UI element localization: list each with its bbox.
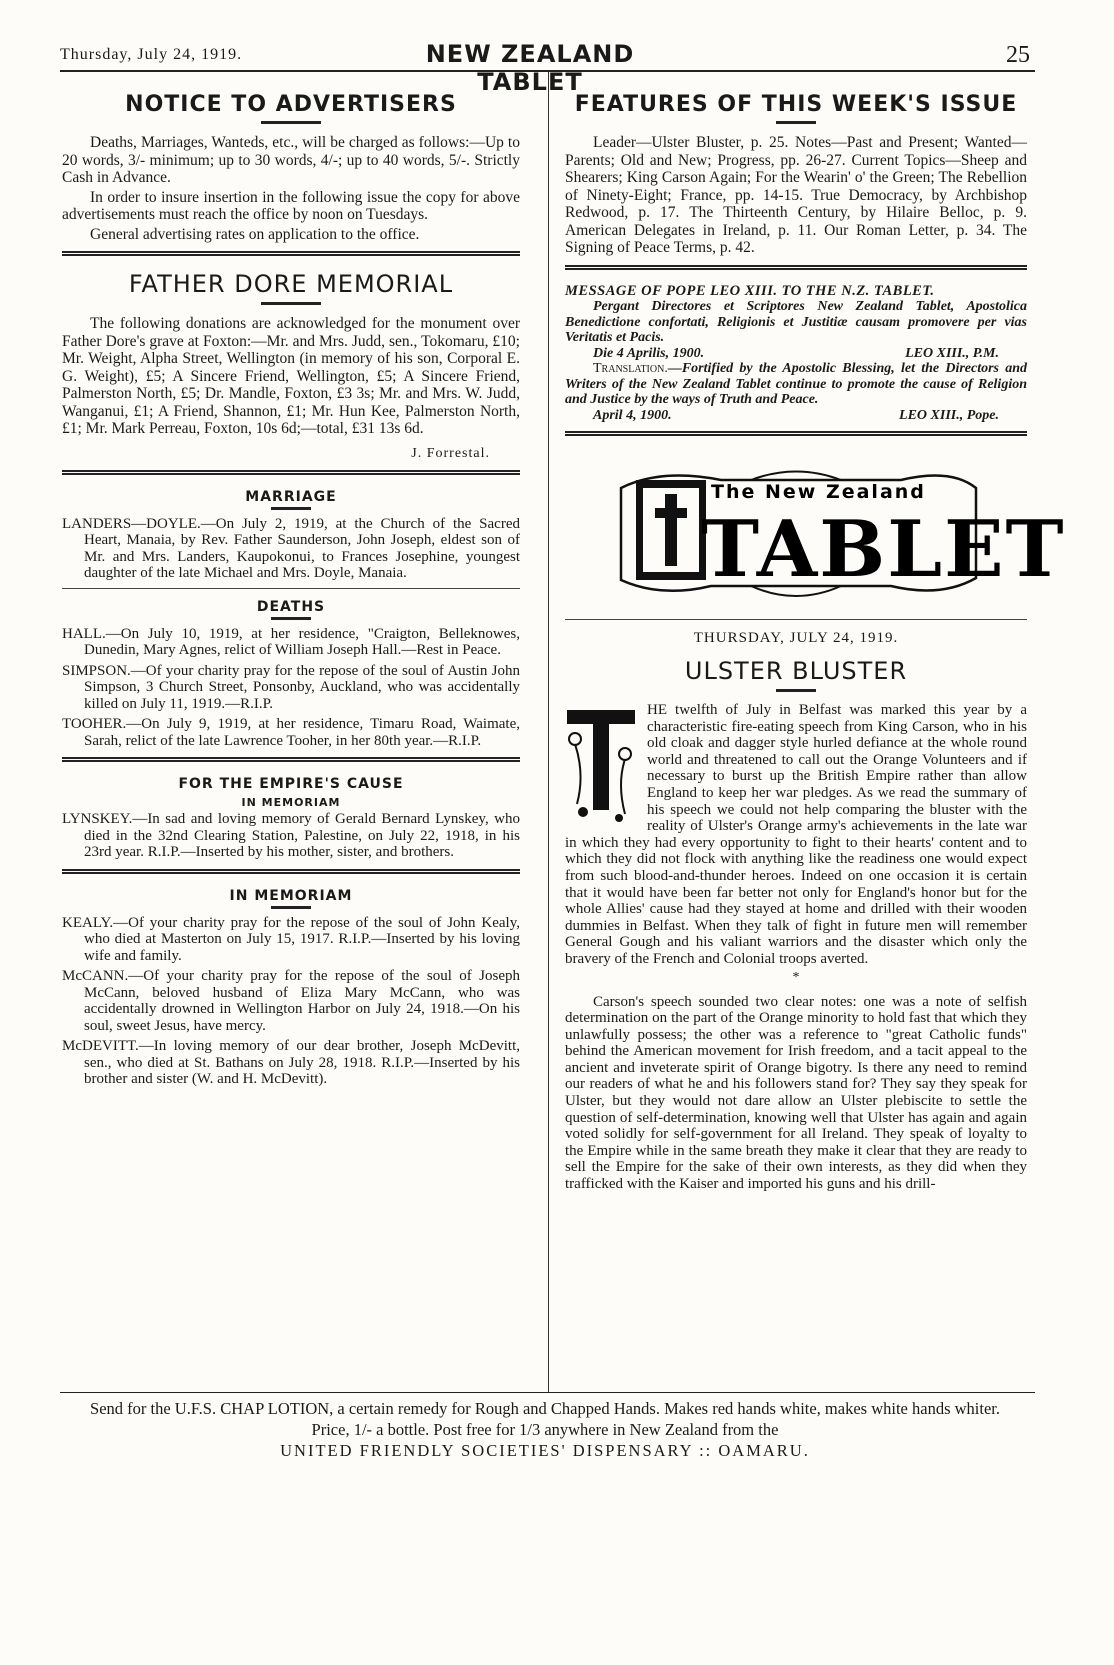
- dropcap-t-ornament: [565, 704, 637, 824]
- footer-rule: [60, 1392, 1035, 1393]
- empire-entry: LYNSKEY.—In sad and loving memory of Gerald Bernard Lynskey, who died in the 32nd Clearing Station, Palestine, on July 22, 1918, in his 23rd year. R.I.P.—Inserted by his mother, sister, and brothers.: [62, 811, 520, 860]
- marriage-title: MARRIAGE: [245, 488, 337, 505]
- section-rule: [62, 869, 520, 874]
- page-header: [60, 40, 1030, 96]
- message-english-dateline: [565, 408, 1027, 424]
- death-entry: SIMPSON.—Of your charity pray for the repose of the soul of Austin John Simpson, 3 Church Street, Ponsonby, Auckland, who was accidentally killed on July 11, 1919.—R.I.P.: [62, 662, 520, 712]
- memoriam-entry: McCANN.—Of your charity pray for the repose of the soul of Joseph McCann, beloved husband of Eliza Mary McCann, who was accidentally drowned in Wellington Harbor on July 24, 1918.—On his soul, sweet Jesus, have mercy.: [62, 968, 520, 1034]
- pope-message: [565, 284, 1027, 424]
- masthead-logo: [601, 458, 1066, 613]
- section-rule: [565, 265, 1027, 270]
- leader-separator: *: [792, 969, 800, 985]
- memorial-signature: J. Forrestal.: [411, 445, 490, 461]
- message-translation: [565, 361, 1027, 408]
- ornament-dash: [271, 906, 311, 909]
- footer-advertisement: [80, 1398, 1010, 1461]
- ornament-dash: [271, 617, 311, 620]
- column-divider: [548, 72, 549, 1392]
- header-title: NEW ZEALAND TABLET: [425, 40, 635, 96]
- right-column: [565, 88, 1066, 1195]
- empire-title: FOR THE EMPIRE'S CAUSE: [178, 776, 404, 792]
- ornament-dash: [776, 689, 816, 692]
- translation-label: Translation.: [593, 361, 668, 376]
- notice-paragraph: Deaths, Marriages, Wanteds, etc., will be charged as follows:—Up to 20 words, 3/- minimum; up to 30 words, 4/-; up to 40 words, 5/-. Strictly Cash in Advance.: [62, 134, 520, 186]
- message-latin: Pergant Directores et Scriptores New Zealand Tablet, Apostolica Benedictione confortati, Religionis et Justitiæ causam promovere per vias Veritatis et Pacis.: [565, 299, 1027, 345]
- page-number: 25: [1006, 42, 1030, 68]
- memoriam-entry: McDEVITT.—In loving memory of our dear brother, Joseph McDevitt, sen., who died at St. Bathans on July 28, 1918. R.I.P.—Inserted by his brother and sister (W. and H. McDevitt).: [62, 1038, 520, 1087]
- notice-paragraph: In order to insure insertion in the following issue the copy for above advertisements must reach the office by noon on Tuesdays.: [62, 188, 520, 223]
- masthead-top-text: The New Zealand: [711, 481, 926, 503]
- ornament-dash: [261, 121, 321, 124]
- english-signature: LEO XIII., Pope.: [899, 407, 999, 423]
- section-rule: [62, 251, 520, 256]
- header-date: Thursday, July 24, 1919.: [60, 46, 243, 63]
- latin-signature: LEO XIII., P.M.: [905, 345, 999, 361]
- memorial-body: The following donations are acknowledged for the monument over Father Dore's grave at Foxton:—Mr. and Mrs. Judd, sen., Tokomaru, £10; Mr. Weight, Alpha Street, Wellington (in memory of his son, Corporal E. G. Weight), £5; A Sincere Friend, Wellington, £5; A Sincere Friend, Palmerston North, £5; Dr. Mandle, Foxton, £3 3s; Mr. and Mrs. W. Judd, Wanganui, £1; A Friend, Shannon, £1; Mr. Hun Kee, Palmerston North, £1; Mr. Mark Perreau, Foxton, 10s 6d;—total, £31 13s 6d.: [62, 315, 520, 437]
- tablet-masthead: [601, 458, 1066, 613]
- ornament-dash: [776, 121, 816, 124]
- ornament-dash: [271, 507, 311, 510]
- marriage-entry: LANDERS—DOYLE.—On July 2, 1919, at the Church of the Sacred Heart, Manaia, by Rev. Father Saunderson, John Joseph, eldest son of Mr. and Mrs. Landers, Kaupokonui, to Frances Josephine, youngest daughter of the late Michael and Mrs. Doyle, Manaia.: [62, 515, 520, 581]
- section-rule: [565, 431, 1027, 436]
- features-body: Leader—Ulster Bluster, p. 25. Notes—Past and Present; Wanted—Parents; Old and New; Progress, pp. 26-27. Current Topics—Sheep and Shearers; King Carson Again; For the Wearin' o' the Green; The Rebellion of Ninety-Eight; France, pp. 14-15. True Democracy, by Archbishop Redwood, p. 17. The Thirteenth Century, by Hilaire Belloc, p. 9. American Delegates in Ireland, p. 11. Our Roman Letter, p. 34. The Signing of Peace Terms, p. 42.: [565, 134, 1027, 256]
- memoriam-entry: KEALY.—Of your charity pray for the repose of the soul of John Kealy, who died at Masterton on July 15, 1917. R.I.P.—Inserted by his loving wife and family.: [62, 914, 520, 964]
- in-memoriam-title: IN MEMORIAM: [229, 887, 353, 904]
- memorial-title: FATHER DORE MEMORIAL: [128, 270, 454, 298]
- section-rule: [62, 588, 520, 589]
- section-rule: [62, 757, 520, 762]
- section-rule: [565, 619, 1027, 620]
- message-heading: MESSAGE OF POPE LEO XIII. TO THE N.Z. TABLET.: [565, 282, 935, 299]
- deaths-title: DEATHS: [256, 598, 326, 615]
- leader-paragraph: HE twelfth of July in Belfast was marked this year by a characteristic fire-eating speech from King Carson, who in his old cloak and dagger style hurled defiance at the whole round world and threatened to call out the Orange Volunteers and if necessary to burst up the British Empire rather than allow England to keep her war pledges. As we read the summary of his speech we could not help comparing the bluster with the reality of Ulster's Orange army's achievements in the late war in which they had every opportunity to fight to their hearts' content and to which they did not flock with anything like the readiness one would expect from such blood-and-thunder heroes. Indeed on one occasion it is certain that it would have been far better not only for England's honor but for the whole Allies' cause had they stayed at home and drilled with their wooden dummies in Belfast. When they talk of fight in future men will remember General Gough and his valiant warriors and the disaster which only the bravery of the French and Colonial troops averted.: [565, 702, 1027, 967]
- message-latin-dateline: [565, 346, 1027, 362]
- masthead-main-text: TABLET: [701, 504, 1066, 595]
- ornament-dash: [261, 302, 321, 305]
- features-title: FEATURES OF THIS WEEK'S ISSUE: [574, 92, 1018, 117]
- empire-subtitle: IN MEMORIAM: [241, 796, 341, 809]
- section-rule: [62, 470, 520, 475]
- footer-ad-address: UNITED FRIENDLY SOCIETIES' DISPENSARY :: OAMARU.: [280, 1441, 810, 1460]
- notice-title: NOTICE TO ADVERTISERS: [125, 92, 457, 117]
- translation-text: —Fortified by the Apostolic Blessing, let the Directors and Writers of the New Zealand Tablet continue to promote the cause of Religion and Justice by the ways of Truth and Peace.: [565, 361, 1027, 407]
- death-entry: TOOHER.—On July 9, 1919, at her residence, Timaru Road, Waimate, Sarah, relict of the late Lawrence Tooher, in her 80th year.—R.I.P.: [62, 716, 520, 749]
- english-date: April 4, 1900.: [593, 407, 672, 423]
- leader-title: ULSTER BLUSTER: [684, 657, 908, 685]
- latin-date: Die 4 Aprilis, 1900.: [593, 345, 705, 361]
- notice-paragraph: General advertising rates on application to the office.: [90, 225, 420, 243]
- leader-paragraph: Carson's speech sounded two clear notes: one was a note of selfish determination on the part of the Orange minority to hold fast that which they unlawfully possess; the other was a reference to "great Catholic funds" behind the American movement for Irish freedom, and a tacit appeal to the ancient and inveterate spirit of Orange bigotry. Is there any need to remind our readers of what he and his followers stand for? They say they speak for Ulster, but they would not dare allow an Ulster plebiscite to settle the question of self-determination, knowing well that Ulster has again and again voted solidly for self-government for all Ireland. They speak of loyalty to the Empire while in the same breath they make it clear that they are ready to sell the Empire for the sake of their own interests, as they did when they trafficked with the Kaiser and imported his guns and his drill-: [565, 993, 1027, 1193]
- death-entry: HALL.—On July 10, 1919, at her residence, "Craigton, Belleknowes, Dunedin, Mary Agnes, relict of William Joseph Hall.—Rest in Peace.: [62, 625, 520, 658]
- leader-date: THURSDAY, JULY 24, 1919.: [693, 630, 899, 646]
- footer-ad-text: Send for the U.F.S. CHAP LOTION, a certain remedy for Rough and Chapped Hands. Makes red hands white, makes white hands whiter. Price, 1/- a bottle. Post free for 1/3 anywhere in New Zealand from the: [90, 1399, 1000, 1439]
- left-column: [62, 88, 520, 1092]
